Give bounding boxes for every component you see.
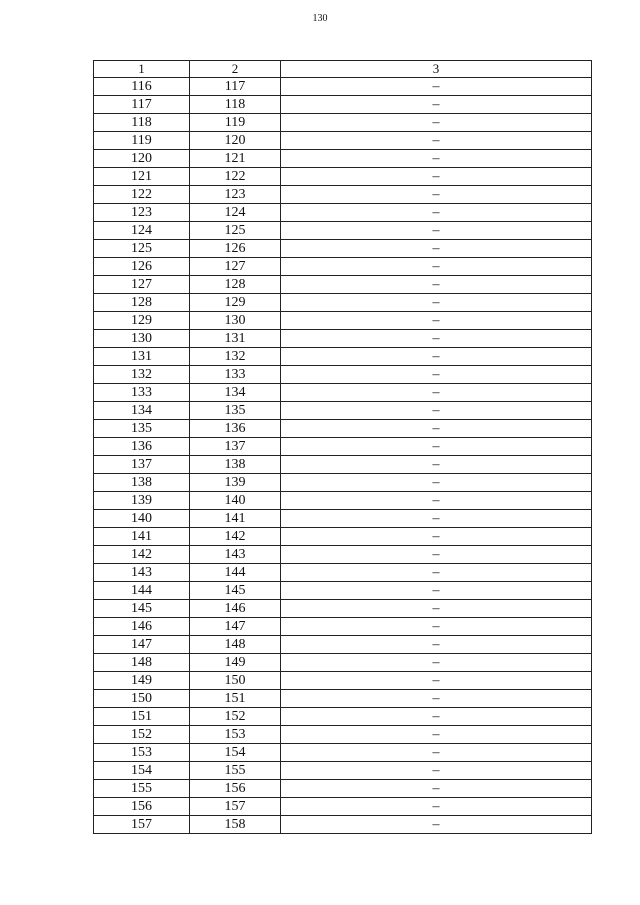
table-cell-col-3: –	[281, 186, 592, 204]
table-cell-col-2: 130	[190, 312, 281, 330]
table-cell-col-2: 129	[190, 294, 281, 312]
table-cell-col-1: 130	[94, 330, 190, 348]
table-cell-col-2: 150	[190, 672, 281, 690]
table-cell-col-3: –	[281, 798, 592, 816]
table-cell-col-3: –	[281, 492, 592, 510]
table-cell-col-3: –	[281, 636, 592, 654]
table-row	[94, 348, 592, 366]
table-row	[94, 618, 592, 636]
table-cell-col-2: 144	[190, 564, 281, 582]
table-cell-col-3: –	[281, 600, 592, 618]
table-cell-col-2: 119	[190, 114, 281, 132]
table-cell-col-1: 143	[94, 564, 190, 582]
table-cell-col-2: 154	[190, 744, 281, 762]
table-cell-col-3: –	[281, 420, 592, 438]
table-cell-col-3: –	[281, 582, 592, 600]
table-cell-col-3: –	[281, 204, 592, 222]
table-cell-col-3: –	[281, 114, 592, 132]
table-cell-col-2: 152	[190, 708, 281, 726]
table-cell-col-1: 119	[94, 132, 190, 150]
table-row	[94, 366, 592, 384]
table-cell-col-1: 139	[94, 492, 190, 510]
table-cell-col-3: –	[281, 510, 592, 528]
table-cell-col-1: 157	[94, 816, 190, 834]
table-cell-col-3: –	[281, 240, 592, 258]
table-cell-col-2: 127	[190, 258, 281, 276]
table-row	[94, 150, 592, 168]
table-row	[94, 204, 592, 222]
table-cell-col-3: –	[281, 780, 592, 798]
table-cell-col-2: 157	[190, 798, 281, 816]
table-row	[94, 654, 592, 672]
table-cell-col-3: –	[281, 816, 592, 834]
table-cell-col-2: 120	[190, 132, 281, 150]
table-cell-col-2: 153	[190, 726, 281, 744]
table-cell-col-2: 143	[190, 546, 281, 564]
table-row	[94, 168, 592, 186]
table-cell-col-1: 145	[94, 600, 190, 618]
table-cell-col-1: 129	[94, 312, 190, 330]
column-header-3: 3	[281, 61, 592, 78]
table-cell-col-1: 150	[94, 690, 190, 708]
table-row	[94, 420, 592, 438]
table-cell-col-1: 126	[94, 258, 190, 276]
table-cell-col-1: 148	[94, 654, 190, 672]
table-cell-col-3: –	[281, 708, 592, 726]
table-cell-col-2: 146	[190, 600, 281, 618]
table-cell-col-1: 156	[94, 798, 190, 816]
table-cell-col-2: 125	[190, 222, 281, 240]
table-cell-col-3: –	[281, 618, 592, 636]
table-body	[94, 78, 592, 834]
table-cell-col-1: 146	[94, 618, 190, 636]
table-cell-col-3: –	[281, 276, 592, 294]
table-cell-col-1: 142	[94, 546, 190, 564]
table-row	[94, 510, 592, 528]
table-cell-col-1: 144	[94, 582, 190, 600]
table-row	[94, 780, 592, 798]
table-row	[94, 438, 592, 456]
table-row	[94, 690, 592, 708]
table-header-row	[94, 61, 592, 78]
table-cell-col-3: –	[281, 546, 592, 564]
table-cell-col-2: 138	[190, 456, 281, 474]
table-cell-col-3: –	[281, 528, 592, 546]
table-row	[94, 474, 592, 492]
table-cell-col-1: 122	[94, 186, 190, 204]
table-cell-col-2: 132	[190, 348, 281, 366]
table-cell-col-1: 118	[94, 114, 190, 132]
table-cell-col-1: 153	[94, 744, 190, 762]
table-cell-col-3: –	[281, 474, 592, 492]
table-cell-col-1: 136	[94, 438, 190, 456]
table-row	[94, 564, 592, 582]
table-cell-col-2: 126	[190, 240, 281, 258]
table-row	[94, 402, 592, 420]
table-cell-col-1: 155	[94, 780, 190, 798]
table-cell-col-2: 149	[190, 654, 281, 672]
table-row	[94, 762, 592, 780]
table-row	[94, 384, 592, 402]
table-cell-col-3: –	[281, 312, 592, 330]
table-cell-col-2: 140	[190, 492, 281, 510]
table-row	[94, 744, 592, 762]
table-cell-col-2: 117	[190, 78, 281, 96]
table-row	[94, 546, 592, 564]
table-cell-col-3: –	[281, 672, 592, 690]
table-cell-col-2: 151	[190, 690, 281, 708]
page-number: 130	[312, 13, 328, 24]
table-cell-col-1: 128	[94, 294, 190, 312]
table-cell-col-1: 138	[94, 474, 190, 492]
table-cell-col-3: –	[281, 690, 592, 708]
table-cell-col-2: 137	[190, 438, 281, 456]
table-row	[94, 816, 592, 834]
table-cell-col-3: –	[281, 438, 592, 456]
table-cell-col-2: 141	[190, 510, 281, 528]
table-cell-col-1: 123	[94, 204, 190, 222]
table-cell-col-2: 148	[190, 636, 281, 654]
table-cell-col-1: 135	[94, 420, 190, 438]
table-row	[94, 330, 592, 348]
table-cell-col-3: –	[281, 348, 592, 366]
table-cell-col-1: 141	[94, 528, 190, 546]
table-row	[94, 528, 592, 546]
table-cell-col-1: 121	[94, 168, 190, 186]
table-cell-col-2: 135	[190, 402, 281, 420]
table-row	[94, 96, 592, 114]
table-cell-col-3: –	[281, 402, 592, 420]
table-cell-col-1: 151	[94, 708, 190, 726]
table-cell-col-2: 128	[190, 276, 281, 294]
table-row	[94, 708, 592, 726]
table-cell-col-3: –	[281, 564, 592, 582]
table-cell-col-3: –	[281, 294, 592, 312]
table-cell-col-1: 134	[94, 402, 190, 420]
table-row	[94, 258, 592, 276]
table-cell-col-2: 158	[190, 816, 281, 834]
table-row	[94, 726, 592, 744]
table-cell-col-2: 123	[190, 186, 281, 204]
table-cell-col-2: 156	[190, 780, 281, 798]
column-header-2: 2	[190, 61, 281, 78]
table-cell-col-3: –	[281, 330, 592, 348]
table-cell-col-2: 121	[190, 150, 281, 168]
table-cell-col-1: 147	[94, 636, 190, 654]
table-cell-col-3: –	[281, 168, 592, 186]
table-cell-col-3: –	[281, 654, 592, 672]
table-cell-col-1: 124	[94, 222, 190, 240]
table-row	[94, 312, 592, 330]
table-cell-col-3: –	[281, 258, 592, 276]
table-row	[94, 294, 592, 312]
table-row	[94, 492, 592, 510]
table-cell-col-3: –	[281, 744, 592, 762]
table-row	[94, 114, 592, 132]
table-cell-col-2: 122	[190, 168, 281, 186]
table-cell-col-1: 137	[94, 456, 190, 474]
table-cell-col-2: 124	[190, 204, 281, 222]
table-row	[94, 78, 592, 96]
table-row	[94, 456, 592, 474]
table-cell-col-3: –	[281, 366, 592, 384]
table-cell-col-2: 133	[190, 366, 281, 384]
table-cell-col-1: 154	[94, 762, 190, 780]
table-cell-col-3: –	[281, 456, 592, 474]
table-cell-col-1: 149	[94, 672, 190, 690]
table-cell-col-3: –	[281, 222, 592, 240]
table-cell-col-1: 125	[94, 240, 190, 258]
table-row	[94, 636, 592, 654]
table-cell-col-1: 131	[94, 348, 190, 366]
table-cell-col-1: 127	[94, 276, 190, 294]
table-cell-col-3: –	[281, 78, 592, 96]
table-cell-col-2: 155	[190, 762, 281, 780]
table-cell-col-2: 139	[190, 474, 281, 492]
table-cell-col-3: –	[281, 762, 592, 780]
table-cell-col-2: 142	[190, 528, 281, 546]
table-cell-col-1: 133	[94, 384, 190, 402]
table-cell-col-1: 120	[94, 150, 190, 168]
table-cell-col-3: –	[281, 726, 592, 744]
table-cell-col-2: 136	[190, 420, 281, 438]
table-row	[94, 186, 592, 204]
table-cell-col-1: 152	[94, 726, 190, 744]
table-cell-col-1: 117	[94, 96, 190, 114]
table-row	[94, 132, 592, 150]
table-cell-col-1: 140	[94, 510, 190, 528]
table-row	[94, 600, 592, 618]
table-cell-col-2: 131	[190, 330, 281, 348]
column-header-1: 1	[94, 61, 190, 78]
table-row	[94, 672, 592, 690]
table-row	[94, 240, 592, 258]
data-table	[93, 60, 592, 834]
table-cell-col-2: 118	[190, 96, 281, 114]
table-cell-col-2: 147	[190, 618, 281, 636]
table-cell-col-3: –	[281, 132, 592, 150]
table-cell-col-3: –	[281, 150, 592, 168]
table-row	[94, 276, 592, 294]
table-cell-col-3: –	[281, 96, 592, 114]
table-cell-col-1: 132	[94, 366, 190, 384]
table-row	[94, 798, 592, 816]
table-cell-col-3: –	[281, 384, 592, 402]
table-cell-col-1: 116	[94, 78, 190, 96]
table-row	[94, 222, 592, 240]
table-cell-col-2: 145	[190, 582, 281, 600]
table-row	[94, 582, 592, 600]
table-cell-col-2: 134	[190, 384, 281, 402]
